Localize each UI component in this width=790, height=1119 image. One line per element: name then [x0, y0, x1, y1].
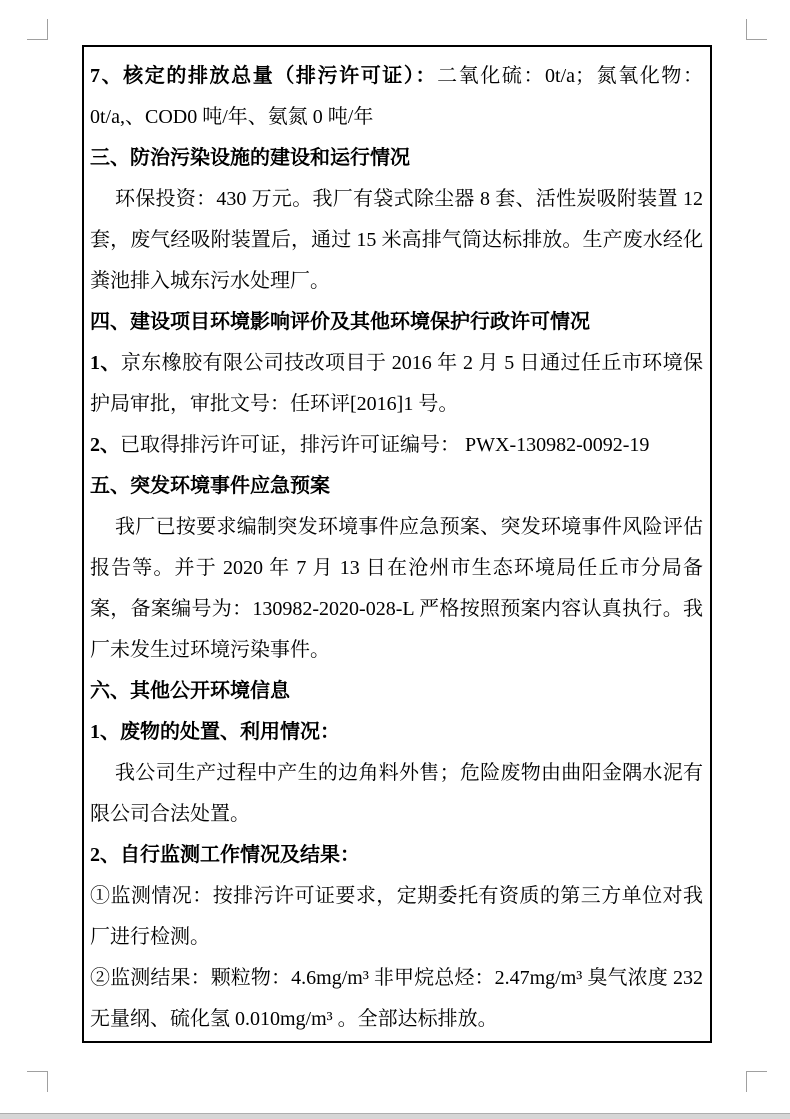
paragraph-waste-disposal: 我公司生产过程中产生的边角料外售；危险废物由曲阳金隅水泥有限公司合法处置。 — [90, 762, 703, 825]
crop-mark-top-left — [27, 19, 48, 40]
paragraph-monitoring-situation: ①监测情况：按排污许可证要求，定期委托有资质的第三方单位对我厂进行检测。 — [90, 885, 703, 948]
page-separator-bar — [0, 1113, 790, 1119]
heading-waste-disposal: 1、废物的处置、利用情况： — [90, 721, 340, 743]
paragraph-lead: 1、 — [90, 352, 121, 374]
document-table-cell — [82, 45, 712, 1043]
heading-section-3: 三、防治污染设施的建设和运行情况 — [90, 147, 410, 169]
paragraph-eia-approval — [90, 343, 703, 425]
paragraph-monitoring-results: ②监测结果：颗粒物：4.6mg/m³ 非甲烷总烃：2.47mg/m³ 臭气浓度 232 无量纲、硫化氢 0.010mg/m³ 。全部达标排放。 — [90, 967, 703, 1030]
heading-section-5: 五、突发环境事件应急预案 — [90, 475, 330, 497]
paragraph-text: 京东橡胶有限公司技改项目于 2016 年 2 月 5 日通过任丘市环境保护局审批，审批文号：任环评[2016]1 号。 — [90, 352, 704, 415]
paragraph-emergency-plan: 我厂已按要求编制突发环境事件应急预案、突发环境事件风险评估报告等。并于 2020 年 7 月 13 日在沧州市生态环境局任丘市分局备案，备案编号为：130982-2020-028-L 严格按照预案内容认真执行。我厂未发生过环境污染事件。 — [90, 516, 703, 661]
paragraph-text: 已取得排污许可证，排污许可证编号： PWX-130982-0092-19 — [120, 434, 650, 456]
paragraph-pollution-control-facilities: 环保投资：430 万元。我厂有袋式除尘器 8 套、活性炭吸附装置 12 套，废气经吸附装置后，通过 15 米高排气筒达标排放。生产废水经化粪池排入城东污水处理厂。 — [90, 188, 703, 292]
crop-mark-top-right — [746, 19, 767, 40]
crop-mark-bottom-right — [746, 1071, 767, 1092]
paragraph-lead: 7、核定的排放总量（排污许可证）： — [90, 65, 438, 87]
paragraph-approved-emission-total — [90, 56, 703, 138]
heading-section-4: 四、建设项目环境影响评价及其他环境保护行政许可情况 — [90, 311, 590, 333]
paragraph-lead: 2、 — [90, 434, 120, 456]
crop-mark-bottom-left — [27, 1071, 48, 1092]
paragraph-discharge-permit — [90, 425, 703, 466]
paragraph-text: 二氧化硫：0t/a；氮氧化物：0t/a,、COD0 吨/年、氨氮 0 吨/年 — [90, 65, 703, 128]
heading-section-6: 六、其他公开环境信息 — [90, 680, 290, 702]
heading-self-monitoring: 2、自行监测工作情况及结果： — [90, 844, 360, 866]
